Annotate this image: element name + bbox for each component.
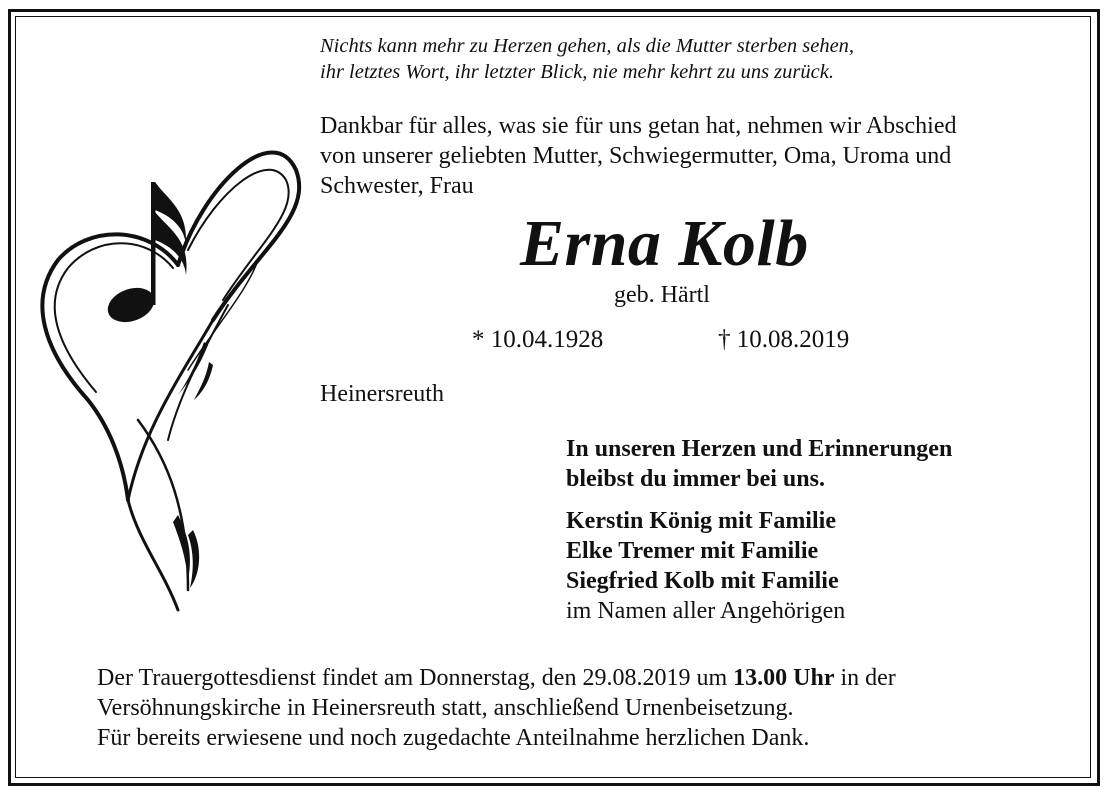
service-line-3: Für bereits erwiesene und noch zugedachte Anteilnahme herzlichen Dank. — [97, 725, 810, 751]
death-date: † 10.08.2019 — [718, 326, 850, 353]
family-list — [566, 506, 845, 626]
family-member: Kerstin König mit Familie — [566, 508, 836, 534]
motto — [566, 434, 952, 494]
motto-line-2: bleibst du immer bei uns. — [566, 466, 825, 492]
poem — [320, 33, 854, 85]
service-line-1-start: Der Trauergottesdienst findet am Donnerstag, den 29.08.2019 um — [97, 665, 734, 691]
intro-line-1: Dankbar für alles, was sie für uns getan hat, nehmen wir Abschied — [320, 113, 957, 139]
family-member: Siegfried Kolb mit Familie — [566, 568, 839, 594]
birth-name: geb. Härtl — [614, 282, 710, 308]
service-line-1-end: in der — [834, 665, 896, 691]
family-member: Elke Tremer mit Familie — [566, 538, 819, 564]
service-line-1 — [97, 663, 896, 693]
service-info — [97, 663, 896, 753]
poem-line-1: Nichts kann mehr zu Herzen gehen, als die Mutter sterben sehen, — [320, 35, 855, 57]
deceased-name: Erna Kolb — [520, 207, 809, 280]
service-time: 13.00 Uhr — [733, 665, 835, 691]
music-note-heart-icon — [28, 130, 328, 660]
service-line-2: Versöhnungskirche in Heinersreuth statt, anschließend Urnenbeisetzung. — [97, 695, 794, 721]
place: Heinersreuth — [320, 381, 444, 407]
intro-line-3: Schwester, Frau — [320, 173, 474, 199]
intro-line-2: von unserer geliebten Mutter, Schwiegermutter, Oma, Uroma und — [320, 143, 952, 169]
poem-line-2: ihr letztes Wort, ihr letzter Blick, nie mehr kehrt zu uns zurück. — [320, 61, 834, 83]
birth-date: * 10.04.1928 — [472, 326, 604, 353]
intro-text — [320, 111, 956, 201]
family-closing: im Namen aller Angehörigen — [566, 598, 846, 624]
motto-line-1: In unseren Herzen und Erinnerungen — [566, 436, 953, 462]
